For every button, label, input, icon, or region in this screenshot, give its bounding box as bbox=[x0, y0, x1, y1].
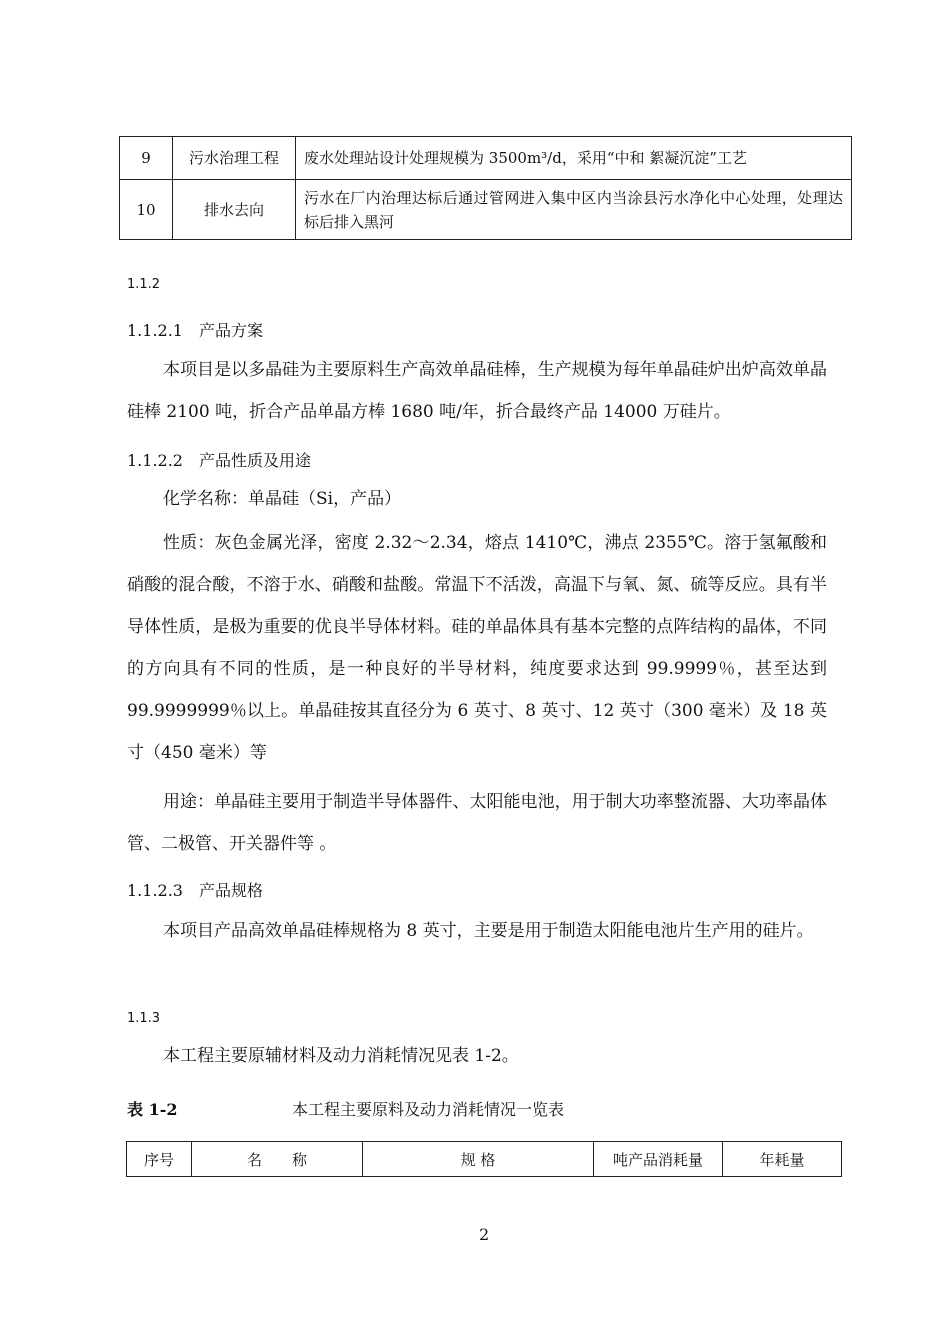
paragraph-properties: 性质：灰色金属光泽，密度 2.32～2.34，熔点 1410℃，沸点 2355℃。溶于氢氟酸和硝酸的混合酸，不溶于水、硝酸和盐酸。常温下不活泼，高温下与氧、氮、硫等反应。具有半导体性质，是极为重要的优良半导体材料。硅的单晶体具有基本完整的点阵结构的晶体，不同的方向具有不同的性质，是一种良好的半导材料，纯度要求达到 99.9999％，甚至达到 99.9999999％以上。单晶硅按其直径分为 6 英寸、8 英寸、12 英寸（300 毫米）及 18 英寸（450 毫米）等 bbox=[127, 533, 827, 763]
paragraph-chemical-name: 化学名称：单晶硅（Si，产品） bbox=[163, 489, 402, 509]
heading-product-spec: 1.1.2.3 产品规格 bbox=[127, 881, 263, 900]
section-heading-1-1-3: 1.1.3 bbox=[127, 1011, 161, 1026]
row-description: 废水处理站设计处理规模为 3500m³/d，采用“中和 絮凝沉淀”工艺 bbox=[296, 137, 852, 180]
header-name: 名 称 bbox=[192, 1142, 363, 1177]
paragraph-product-plan: 本项目是以多晶硅为主要原料生产高效单晶硅棒，生产规模为每年单晶硅炉出炉高效单晶硅棒 2100 吨，折合产品单晶方棒 1680 吨/年，折合最终产品 14000 万硅片。 bbox=[127, 360, 827, 422]
row-description: 污水在厂内治理达标后通过管网进入集中区内当涂县污水净化中心处理，处理达标后排入黑河 bbox=[296, 180, 852, 240]
paragraph-product-spec: 本项目产品高效单晶硅棒规格为 8 英寸，主要是用于制造太阳能电池片生产用的硅片。 bbox=[163, 921, 814, 941]
row-name: 污水治理工程 bbox=[173, 137, 296, 180]
table-title: 本工程主要原料及动力消耗情况一览表 bbox=[292, 1100, 565, 1119]
heading-product-plan: 1.1.2.1 产品方案 bbox=[127, 321, 263, 340]
table-label: 表 1-2 bbox=[127, 1100, 178, 1119]
header-index: 序号 bbox=[127, 1142, 192, 1177]
paragraph-materials: 本工程主要原辅材料及动力消耗情况见表 1-2。 bbox=[163, 1046, 519, 1066]
table-header-row bbox=[127, 1142, 842, 1177]
header-per-ton: 吨产品消耗量 bbox=[594, 1142, 723, 1177]
heading-product-properties: 1.1.2.2 产品性质及用途 bbox=[127, 451, 311, 470]
row-name: 排水去向 bbox=[173, 180, 296, 240]
page-number: 2 bbox=[479, 1225, 490, 1244]
row-number: 10 bbox=[120, 180, 173, 240]
section-heading-1-1-2: 1.1.2 bbox=[127, 277, 161, 292]
header-annual: 年耗量 bbox=[723, 1142, 842, 1177]
materials-table bbox=[126, 1141, 842, 1177]
top-table bbox=[119, 136, 852, 240]
row-number: 9 bbox=[120, 137, 173, 180]
header-spec: 规 格 bbox=[363, 1142, 594, 1177]
table-row bbox=[120, 180, 852, 240]
paragraph-uses: 用途：单晶硅主要用于制造半导体器件、太阳能电池，用于制大功率整流器、大功率晶体管、二极管、开关器件等 。 bbox=[127, 792, 827, 854]
table-row bbox=[120, 137, 852, 180]
